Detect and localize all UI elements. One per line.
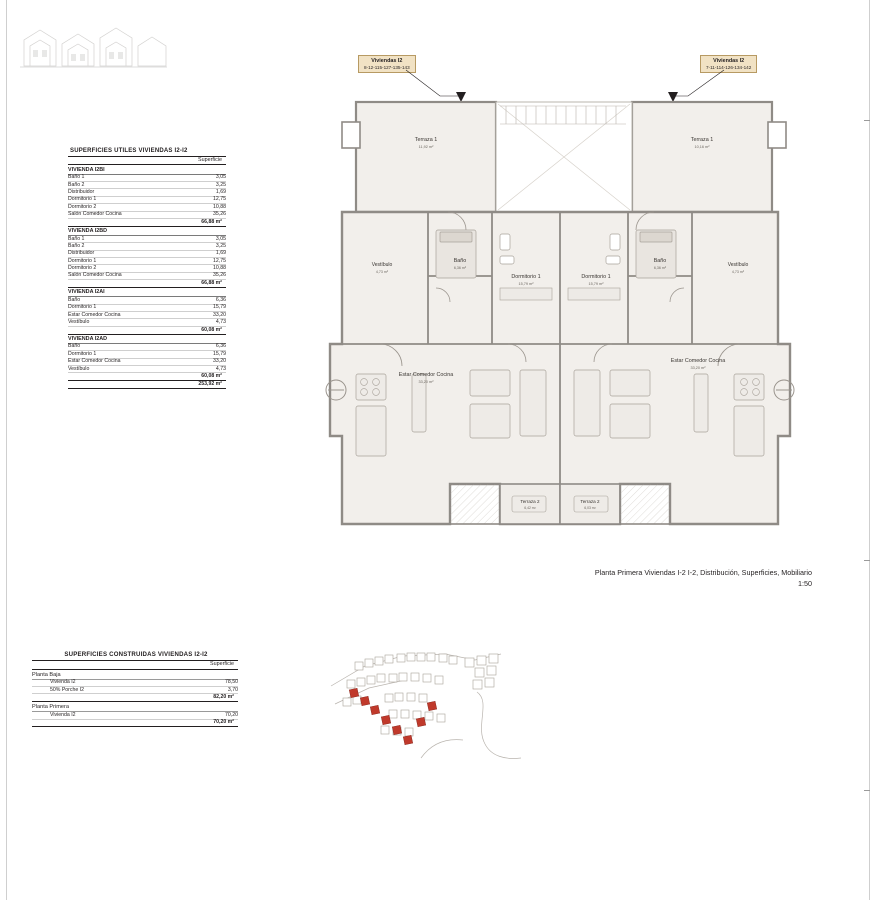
- room-area: 10,16 m²: [694, 145, 710, 149]
- room-label: Dormitorio 1: [581, 274, 611, 280]
- row-value: 3,05: [195, 174, 226, 181]
- row-value: 3,05: [195, 235, 226, 242]
- row-value: 10,88: [195, 204, 226, 211]
- table-row: [68, 250, 226, 257]
- row-label: Estar Comedor Cocina: [68, 358, 195, 365]
- table-group-header: [68, 226, 226, 235]
- group-total-row: [68, 280, 226, 288]
- row-value: 12,75: [195, 196, 226, 203]
- table-section-header: [32, 670, 238, 680]
- section-total: 82,20 m²: [32, 694, 238, 702]
- row-value: 4,73: [195, 319, 226, 326]
- grand-total: 253,92 m²: [68, 381, 226, 388]
- row-label: Vivienda I2: [32, 712, 197, 719]
- table-column-header: Superficie: [32, 661, 238, 669]
- row-label: Dormitorio 2: [68, 204, 195, 211]
- table-row: [68, 365, 226, 372]
- room-label: Estar Comedor Cocina: [670, 358, 726, 364]
- room-label: Terraza 1: [414, 137, 438, 143]
- room-label: Vestíbulo: [371, 262, 393, 268]
- room-area: 6,42 m²: [524, 506, 536, 510]
- room-area: 6,36 m²: [653, 266, 667, 270]
- table-title: SUPERFICIES UTILES VIVIENDAS I2-I2: [68, 148, 226, 157]
- sheet-left-border: [6, 0, 7, 900]
- grand-total-row: [68, 381, 226, 388]
- site-key-map: [325, 640, 525, 770]
- table-row: [68, 304, 226, 311]
- row-label: Baño 2: [68, 243, 195, 250]
- row-label: Baño 1: [68, 174, 195, 181]
- table-section-header: [32, 702, 238, 712]
- row-value: 6,36: [195, 297, 226, 304]
- row-label: 50% Porche I2: [32, 687, 197, 694]
- table-row: [68, 204, 226, 211]
- section-total-row: [32, 719, 238, 726]
- room-area: 4,73 m²: [731, 270, 745, 274]
- table-row: [68, 181, 226, 188]
- table-row: [32, 712, 238, 719]
- table-row: [68, 174, 226, 181]
- table-row: [68, 312, 226, 319]
- room-label: Vestíbulo: [727, 262, 749, 268]
- row-value: 4,73: [195, 365, 226, 372]
- row-label: Baño 2: [68, 181, 195, 188]
- room-area: 6,03 m²: [584, 506, 596, 510]
- group-name: VIVIENDA I2BD: [68, 226, 226, 235]
- table-group-header: [68, 288, 226, 297]
- plan-caption: [595, 568, 812, 590]
- group-total-row: [68, 373, 226, 381]
- row-value: 33,20: [195, 312, 226, 319]
- row-label: Baño: [68, 297, 195, 304]
- room-area: 33,20 m²: [418, 380, 434, 384]
- table-row: [68, 351, 226, 358]
- callout-subtitle: 8-12-115-127-135-143: [364, 64, 410, 70]
- room-area: 4,73 m²: [375, 270, 389, 274]
- row-value: 3,70: [197, 687, 238, 694]
- table-row: [68, 211, 226, 218]
- row-label: Vestíbulo: [68, 365, 195, 372]
- row-label: Distribuidor: [68, 189, 195, 196]
- group-total-row: [68, 326, 226, 334]
- room-label: Baño: [453, 258, 467, 264]
- room-area: 33,20 m²: [690, 366, 706, 370]
- room-area: 6,36 m²: [453, 266, 467, 270]
- table-row: [68, 272, 226, 279]
- row-value: 10,88: [195, 265, 226, 272]
- row-label: Dormitorio 2: [68, 265, 195, 272]
- row-label: Dormitorio 1: [68, 304, 195, 311]
- section-total: 70,20 m²: [32, 719, 238, 726]
- table-row: [68, 196, 226, 203]
- row-label: Vestíbulo: [68, 319, 195, 326]
- table-row: [68, 265, 226, 272]
- row-value: 3,25: [195, 181, 226, 188]
- section-name: Planta Baja: [32, 670, 238, 680]
- table-row: [68, 343, 226, 350]
- group-name: VIVIENDA I2BI: [68, 165, 226, 174]
- table-group-header: [68, 165, 226, 174]
- group-total: 60,08 m²: [68, 373, 226, 381]
- table-row: [68, 243, 226, 250]
- row-value: 33,20: [195, 358, 226, 365]
- table-superficies-construidas: [32, 652, 238, 727]
- table-row: [68, 189, 226, 196]
- row-value: 78,50: [197, 679, 238, 686]
- section-name: Planta Primera: [32, 702, 238, 712]
- table-group-header: [68, 334, 226, 343]
- group-total-row: [68, 218, 226, 226]
- row-value: 3,25: [195, 243, 226, 250]
- room-label: Terraza 2: [580, 499, 600, 504]
- row-label: Baño 1: [68, 235, 195, 242]
- sheet-tick: [864, 560, 870, 561]
- row-value: 15,79: [195, 351, 226, 358]
- room-label: Terraza 2: [520, 499, 540, 504]
- group-total: 66,88 m²: [68, 218, 226, 226]
- row-label: Baño: [68, 343, 195, 350]
- room-area: 11,92 m²: [418, 145, 434, 149]
- row-value: 70,20: [197, 712, 238, 719]
- table-row: [68, 358, 226, 365]
- sheet-tick: [864, 120, 870, 121]
- sheet-tick: [864, 790, 870, 791]
- table-row: [68, 319, 226, 326]
- group-name: VIVIENDA I2AI: [68, 288, 226, 297]
- sheet-right-border: [869, 0, 870, 900]
- callout-subtitle: 7-11-114-126-134-142: [706, 64, 752, 70]
- row-label: Salón Comedor Cocina: [68, 272, 195, 279]
- table-column-header: Superficie: [68, 157, 226, 165]
- group-name: VIVIENDA I2AD: [68, 334, 226, 343]
- table-row: [68, 297, 226, 304]
- room-label: Terraza 1: [690, 137, 714, 143]
- room-label: Baño: [653, 258, 667, 264]
- row-label: Distribuidor: [68, 250, 195, 257]
- room-label: Dormitorio 1: [511, 274, 541, 280]
- company-logo: [18, 20, 168, 72]
- row-value: 1,69: [195, 250, 226, 257]
- row-label: Dormitorio 1: [68, 196, 195, 203]
- table-row: [68, 235, 226, 242]
- room-area: 15,79 m²: [588, 282, 604, 286]
- row-value: 6,36: [195, 343, 226, 350]
- table-superficies-utiles: [68, 148, 226, 389]
- row-value: 12,75: [195, 258, 226, 265]
- callout-title: Viviendas I2: [713, 58, 745, 64]
- section-total-row: [32, 694, 238, 702]
- plan-caption-title: Planta Primera Viviendas I-2 I-2, Distribución, Superficies, Mobiliario: [594, 568, 812, 577]
- table-row: [68, 258, 226, 265]
- row-value: 15,79: [195, 304, 226, 311]
- row-value: 35,26: [195, 211, 226, 218]
- row-label: Estar Comedor Cocina: [68, 312, 195, 319]
- plan-scale: 1:50: [798, 578, 812, 588]
- callout-title: Viviendas I2: [371, 58, 403, 64]
- room-area: 15,79 m²: [518, 282, 534, 286]
- group-total: 66,88 m²: [68, 280, 226, 288]
- floor-plan-drawing: [320, 44, 800, 574]
- row-label: Vivienda I2: [32, 679, 197, 686]
- row-label: Dormitorio 1: [68, 351, 195, 358]
- room-label: Estar Comedor Cocina: [398, 372, 454, 378]
- row-label: Salón Comedor Cocina: [68, 211, 195, 218]
- row-value: 35,26: [195, 272, 226, 279]
- row-label: Dormitorio 1: [68, 258, 195, 265]
- table-row: [32, 687, 238, 694]
- table-row: [32, 679, 238, 686]
- row-value: 1,69: [195, 189, 226, 196]
- table-title: SUPERFICIES CONSTRUIDAS VIVIENDAS I2-I2: [32, 652, 238, 661]
- group-total: 60,08 m²: [68, 326, 226, 334]
